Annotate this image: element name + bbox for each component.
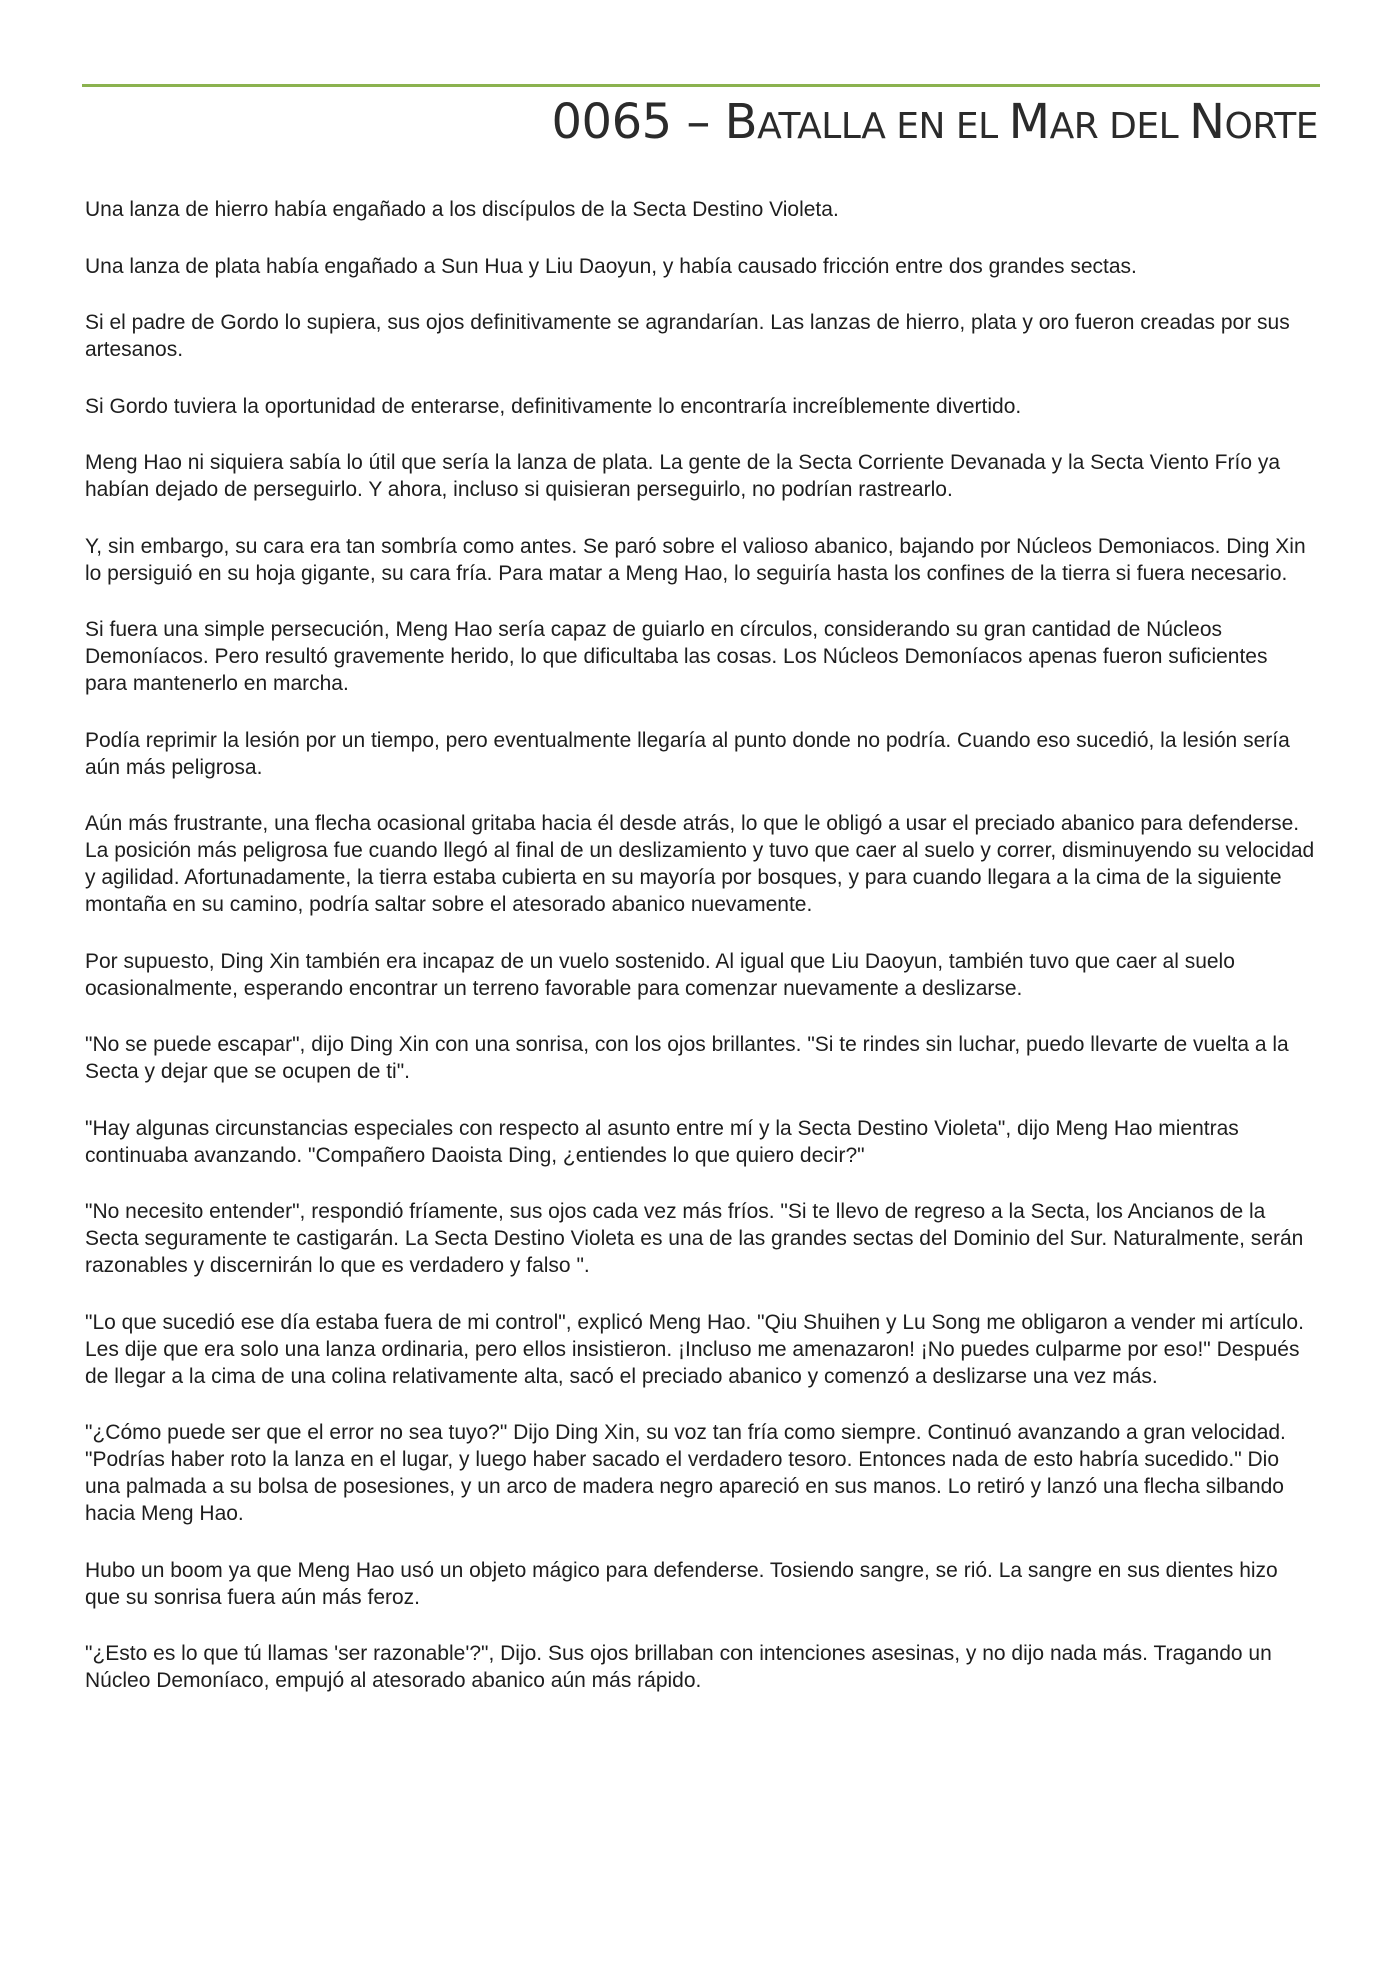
paragraph: Y, sin embargo, su cara era tan sombría como antes. Se paró sobre el valioso abanico, bajando por Núcleos Demoniacos. Ding Xin lo persiguió en su hoja gigante, su cara fría. Para matar a Meng Hao, lo seguiría hasta los confines de la tierra si fuera necesario. [85, 534, 1306, 585]
paragraph: Por supuesto, Ding Xin también era incapaz de un vuelo sostenido. Al igual que Liu Daoyun, también tuvo que caer al suelo ocasionalmente, esperando encontrar un terreno favorable para comenzar nuevamente a deslizarse. [85, 949, 1235, 1000]
paragraph: "¿Esto es lo que tú llamas 'ser razonable'?", Dijo. Sus ojos brillaban con intenciones asesinas, y no dijo nada más. Tragando un Núcleo Demoníaco, empujó al atesorado abanico aún más rápido. [85, 1642, 1272, 1692]
paragraph: Hubo un boom ya que Meng Hao usó un objeto mágico para defenderse. Tosiendo sangre, se rió. La sangre en sus dientes hizo que su sonrisa fuera aún más feroz. [85, 1558, 1278, 1609]
paragraph: Si Gordo tuviera la oportunidad de enterarse, definitivamente lo encontraría increíblemente divertido. [85, 394, 1022, 418]
paragraph: Si el padre de Gordo lo supiera, sus ojos definitivamente se agrandarían. Las lanzas de hierro, plata y oro fueron creadas por sus artesanos. [85, 311, 1290, 361]
title-word-rest: ORTE [1224, 106, 1318, 147]
title-word-cap: M [1008, 94, 1050, 150]
paragraph: Una lanza de hierro había engañado a los discípulos de la Secta Destino Violeta. [85, 198, 839, 221]
paragraph: Aún más frustrante, una flecha ocasional gritaba hacia él desde atrás, lo que le obligó a usar el preciado abanico para defenderse. La posición más peligrosa fue cuando llegó al final de un deslizamiento y tuvo que caer al suelo y correr, disminuyendo su velocidad y agilidad. Afortunadamente, la tierra estaba cubierta en su mayoría por bosques, y para cuando llegara a la cima de la siguiente montaña en su camino, podría saltar sobre el atesorado abanico nuevamente. [85, 812, 1315, 916]
document-body [85, 196, 1315, 1724]
paragraph: Podía reprimir la lesión por un tiempo, pero eventualmente llegaría al punto donde no podría. Cuando eso sucedió, la lesión sería aún más peligrosa. [85, 728, 1290, 779]
chapter-number: 0065 – [551, 94, 725, 150]
paragraph: "No necesito entender", respondió fríamente, sus ojos cada vez más fríos. "Si te llevo de regreso a la Secta, los Ancianos de la Secta seguramente te castigarán. La Secta Destino Violeta es una de las grandes sectas del Dominio del Sur. Naturalmente, serán razonables y discernirán lo que es verdadero y falso ". [85, 1200, 1304, 1277]
paragraph: "Hay algunas circunstancias especiales con respecto al asunto entre mí y la Secta Destino Violeta", dijo Meng Hao mientras continuaba avanzando. "Compañero Daoista Ding, ¿entiendes lo que quiero decir?" [85, 1116, 1239, 1167]
title-word-cap: B [724, 94, 758, 150]
paragraph: "Lo que sucedió ese día estaba fuera de mi control", explicó Meng Hao. "Qiu Shuihen y Lu Song me obligaron a vender mi artículo. Les dije que era solo una lanza ordinaria, pero ellos insistieron. ¡Incluso me amenazaron! ¡No puedes culparme por eso!" Después de llegar a la cima de una colina relativamente alta, sacó el preciado abanico y comenzó a deslizarse una vez más. [85, 1310, 1304, 1388]
title-word-cap: N [1189, 94, 1225, 150]
paragraph: Si fuera una simple persecución, Meng Hao sería capaz de guiarlo en círculos, considerando su gran cantidad de Núcleos Demoníacos. Pero resultó gravemente herido, lo que dificultaba las cosas. Los Núcleos Demoníacos apenas fueron suficientes para mantenerlo en marcha. [85, 618, 1268, 695]
chapter-title [82, 94, 1318, 150]
title-word-rest: ATALLA EN EL [757, 106, 1009, 147]
paragraph: Una lanza de plata había engañado a Sun Hua y Liu Daoyun, y había causado fricción entre dos grandes sectas. [85, 254, 1137, 278]
paragraph: Meng Hao ni siquiera sabía lo útil que sería la lanza de plata. La gente de la Secta Corriente Devanada y la Secta Viento Frío ya habían dejado de perseguirlo. Y ahora, incluso si quisieran perseguirlo, no podrían rastrearlo. [85, 451, 1281, 501]
paragraph: "¿Cómo puede ser que el error no sea tuyo?" Dijo Ding Xin, su voz tan fría como siempre. Continuó avanzando a gran velocidad. "Podrías haber roto la lanza en el lugar, y luego haber sacado el verdadero tesoro. Entonces nada de esto habría sucedido." Dio una palmada a su bolsa de posesiones, y un arco de madera negro apareció en sus manos. Lo retiró y lanzó una flecha silbando hacia Meng Hao. [85, 1421, 1286, 1525]
paragraph: "No se puede escapar", dijo Ding Xin con una sonrisa, con los ojos brillantes. "Si te rindes sin luchar, puedo llevarte de vuelta a la Secta y dejar que se ocupen de ti". [85, 1033, 1289, 1083]
title-word-rest: AR DEL [1049, 106, 1190, 147]
header-divider [82, 84, 1320, 87]
